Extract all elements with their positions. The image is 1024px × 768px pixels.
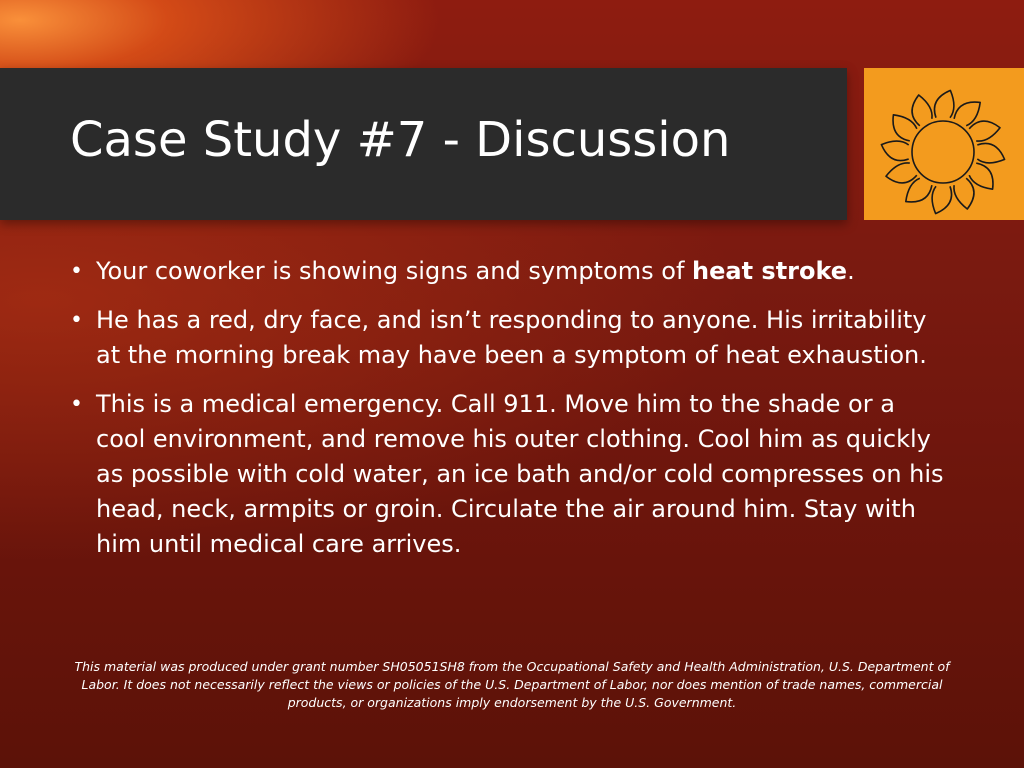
bullet-list xyxy=(70,254,950,576)
sun-box xyxy=(864,68,1024,220)
bullet-text: Your coworker is showing signs and symptoms of xyxy=(96,257,693,285)
bullet-text: He has a red, dry face, and isn’t responding to anyone. His irritability at the morning break may have been a symptom of heat exhaustion. xyxy=(96,306,927,369)
bullet-dot: • xyxy=(70,308,83,333)
bullet-text: This is a medical emergency. Call 911. Move him to the shade or a cool environment, and remove his outer clothing. Cool him as quickly as possible with cold water, an ice bath and/or cold compresses on his head, neck, armpits or groin. Circulate the air around him. Stay with him until medical care arrives. xyxy=(96,390,944,558)
bullet-dot: • xyxy=(70,392,83,417)
sun-ray xyxy=(977,143,1004,162)
sun-icon xyxy=(864,68,1024,220)
bullet-emergency xyxy=(70,387,950,562)
sun-ray xyxy=(969,121,1000,141)
sun-ray xyxy=(881,141,908,160)
sun-ray xyxy=(934,90,953,117)
bullet-symptoms xyxy=(70,303,950,373)
sun-ray xyxy=(954,178,974,209)
grant-disclaimer: This material was produced under grant number SH05051SH8 from the Occupational Safety and Health Administration, U.S. Department of Labor. It does not necessarily reflect the views or policies of the U.S. Department of Labor, nor does mention of trade names, commercial products, or organizations imply endorsement by the U.S. Government. xyxy=(74,659,950,710)
sun-ray xyxy=(912,95,932,126)
slide-title: Case Study #7 - Discussion xyxy=(70,112,731,168)
bullet-bold-text: heat stroke xyxy=(692,257,848,285)
bullet-heat-stroke xyxy=(70,254,950,289)
bullet-text-end: . xyxy=(847,257,855,285)
sun-ray xyxy=(932,186,951,213)
bullet-dot: • xyxy=(70,259,83,284)
sun-ray xyxy=(886,163,917,183)
